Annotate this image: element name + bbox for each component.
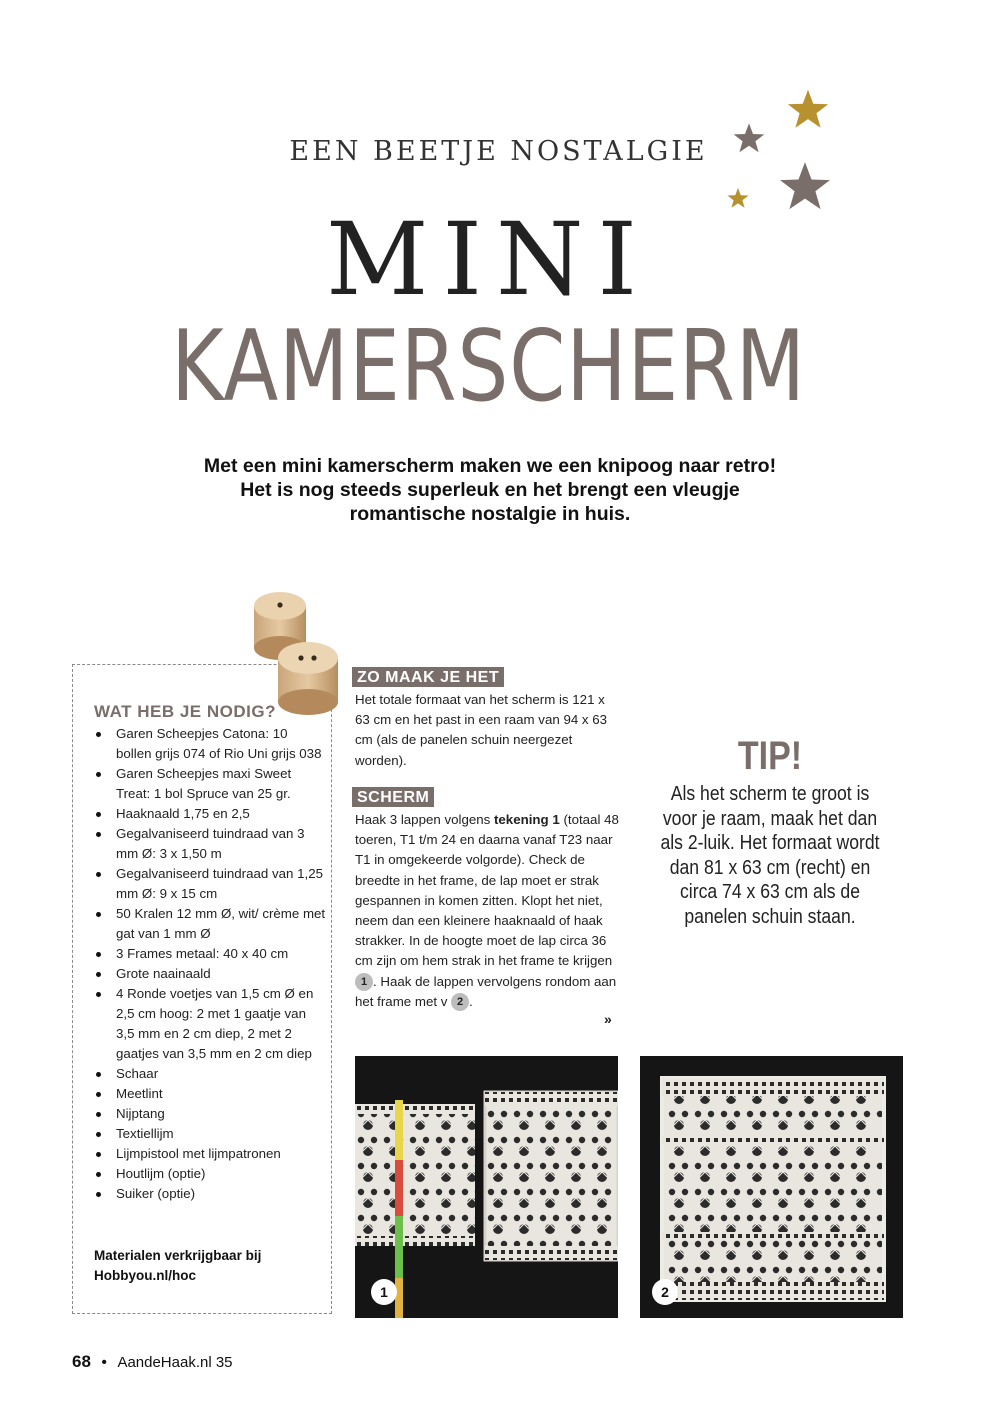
photo-badge-2: 2 <box>652 1279 678 1305</box>
page-title: KAMERSCHERM <box>171 310 806 424</box>
tip-title: TIP! <box>737 734 803 778</box>
screen-text-c: . Haak de lappen vervolgens rondom aan het frame met v <box>355 973 617 1009</box>
magazine-name: AandeHaak.nl 35 <box>117 1354 233 1371</box>
list-item: Lijmpistool met lijmpatronen <box>94 1144 326 1164</box>
star-icon <box>733 122 765 154</box>
photo-ref-1: 1 <box>355 973 373 991</box>
star-icon <box>727 187 749 209</box>
page-footer <box>72 1352 233 1372</box>
list-item: 50 Kralen 12 mm Ø, wit/ crème met gat van 1 mm Ø <box>94 904 326 944</box>
materials-source: Materialen verkrijgbaar bij Hobbyou.nl/hoc <box>94 1248 262 1283</box>
screen-text <box>355 810 619 1012</box>
how-heading: ZO MAAK JE HET <box>352 667 504 687</box>
screen-text-a: Haak 3 lappen volgens <box>355 812 494 827</box>
how-section <box>352 668 504 687</box>
star-icon <box>787 88 829 130</box>
list-item: Meetlint <box>94 1084 326 1104</box>
materials-list <box>94 724 326 1204</box>
star-icon <box>779 160 831 212</box>
photo-badge-1: 1 <box>371 1279 397 1305</box>
materials-title: WAT HEB JE NODIG? <box>94 702 276 721</box>
list-item: Garen Scheepjes maxi Sweet Treat: 1 bol Spruce van 25 gr. <box>94 764 326 804</box>
photo-2 <box>640 1056 903 1318</box>
drawing-reference: tekening 1 <box>493 812 560 827</box>
list-item: 3 Frames metaal: 40 x 40 cm <box>94 944 326 964</box>
list-item: Nijptang <box>94 1104 326 1124</box>
screen-text-b: (totaal 48 toeren, T1 t/m 24 en daarna vanaf T23 naar T1 in omgekeerde volgorde). Check de breedte in het frame, de lap moet er strak gespannen in komen zitten. Klopt het niet, neem dan een kleinere haaknaald of haak strakker. In de hoogte moet de lap circa 36 cm zijn om hem strak in het frame te krijgen <box>355 812 619 969</box>
list-item: Grote naainaald <box>94 964 326 984</box>
list-item: Schaar <box>94 1064 326 1084</box>
list-item: Gegalvaniseerd tuindraad van 3 mm Ø: 3 x 1,50 m <box>94 824 326 864</box>
list-item: 4 Ronde voetjes van 1,5 cm Ø en 2,5 cm hoog: 2 met 1 gaatje van 3,5 mm en 2 cm diep, 2 met 2 gaatjes van 3,5 mm en 2 cm diep <box>94 984 326 1064</box>
crochet-panels-image <box>355 1056 618 1318</box>
list-item: Haaknaald 1,75 en 2,5 <box>94 804 326 824</box>
list-item: Garen Scheepjes Catona: 10 bollen grijs 074 of Rio Uni grijs 038 <box>94 724 326 764</box>
list-item: Suiker (optie) <box>94 1184 326 1204</box>
wooden-feet-image <box>246 588 346 720</box>
screen-section <box>352 788 434 807</box>
tip-text: Als het scherm te groot is voor je raam, maak het dan als 2-luik. Het formaat wordt dan 81 x 63 cm (recht) en circa 74 x 63 cm als de panelen schuin staan. <box>660 783 880 928</box>
screen-heading: SCHERM <box>352 787 434 807</box>
screen-text-d: . <box>469 993 473 1009</box>
title-mini: MINI <box>326 201 651 318</box>
how-text: Het totale formaat van het scherm is 121 x 63 cm en het past in een raam van 94 x 63 cm (als de panelen schuin neergezet worden). <box>355 692 608 768</box>
framed-panel-image <box>640 1056 903 1318</box>
photo-1 <box>355 1056 618 1318</box>
list-item: Textiellijm <box>94 1124 326 1144</box>
page-number: 68 <box>72 1352 91 1371</box>
list-item: Houtlijm (optie) <box>94 1164 326 1184</box>
photo-ref-2: 2 <box>451 993 469 1011</box>
footer-separator: • <box>101 1354 107 1371</box>
list-item: Gegalvaniseerd tuindraad van 1,25 mm Ø: 9 x 15 cm <box>94 864 326 904</box>
continue-arrow: » <box>604 1011 612 1027</box>
kicker: EEN BEETJE NOSTALGIE <box>289 136 708 167</box>
lead-paragraph: Met een mini kamerscherm maken we een knipoog naar retro! Het is nog steeds superleuk en het brengt een vleugje romantische nostalgie in huis. <box>203 455 777 525</box>
